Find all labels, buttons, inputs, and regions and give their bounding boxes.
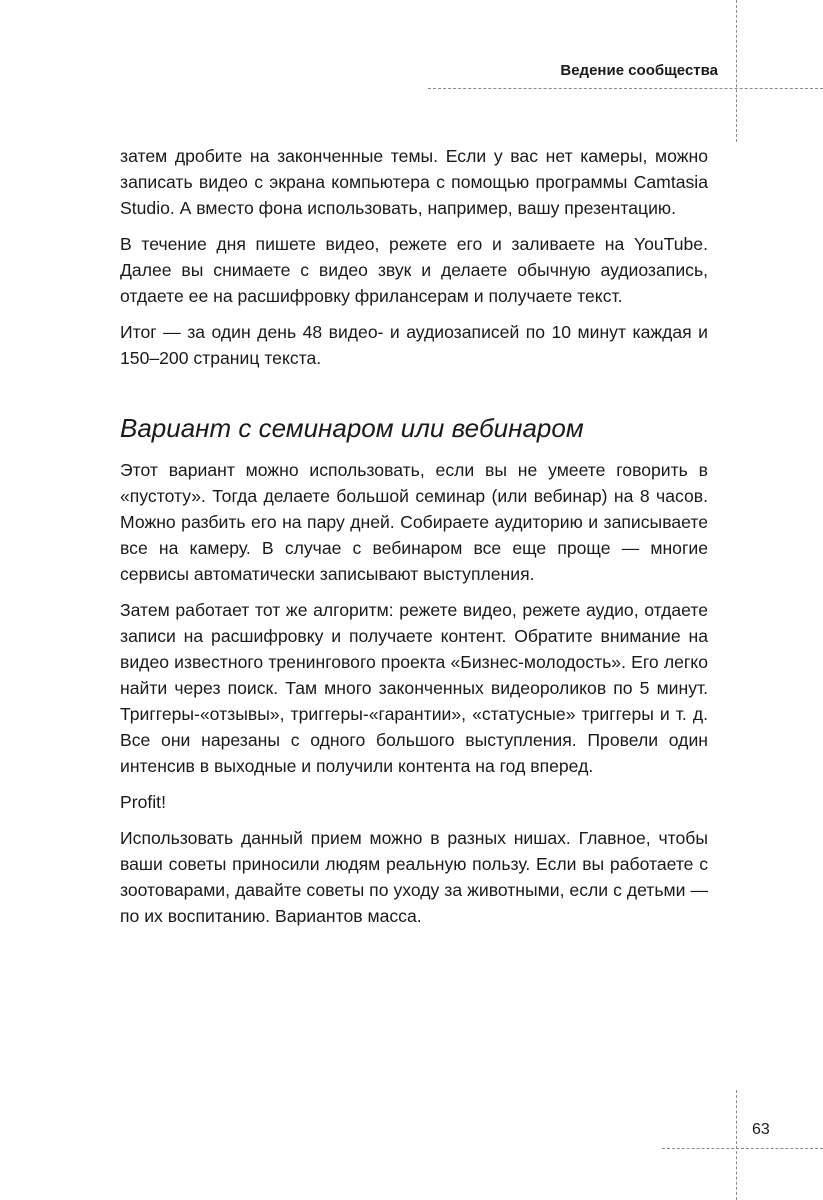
paragraph-6: Profit! <box>120 792 166 812</box>
paragraph-1: затем дробите на законченные темы. Если у вас нет камеры, можно записать видео с экрана компьютера с помощью программы Camtasia Studio. А вместо фона использовать, например, вашу презентацию. <box>120 146 708 218</box>
page-number: 63 <box>752 1121 770 1138</box>
paragraph-2: В течение дня пишете видео, режете его и заливаете на YouTube. Далее вы снимаете с видео звук и делаете обычную аудиозапись, отдаете ее на расшифровку фрилансерам и получаете текст. <box>120 234 708 306</box>
crop-guide-top-vertical <box>736 0 737 142</box>
crop-guide-bottom-vertical <box>736 1090 737 1200</box>
crop-guide-bottom-horizontal <box>662 1148 823 1149</box>
paragraph-7: Использовать данный прием можно в разных нишах. Главное, чтобы ваши советы приносили людям реальную пользу. Если вы работаете с зоотоварами, давайте советы по уходу за животными, если с детьми — по их воспитанию. Вариантов масса. <box>120 828 708 926</box>
running-head-title: Ведение сообщества <box>560 62 718 79</box>
paragraph-3: Итог — за один день 48 видео- и аудиозаписей по 10 минут каждая и 150–200 страниц текста. <box>120 322 708 368</box>
paragraph-5: Затем работает тот же алгоритм: режете видео, режете аудио, отдаете записи на расшифровку и получаете контент. Обратите внимание на видео известного тренингового проекта «Бизнес-молодость». Его легко найти через поиск. Там много законченных видеороликов по 5 минут. Триггеры-«отзывы», триггеры-«гарантии», «статусные» триггеры и т. д. Все они нарезаны с одного большого выступления. Провели один интенсив в выходные и получили контента на год вперед. <box>120 600 708 776</box>
paragraph-4: Этот вариант можно использовать, если вы не умеете говорить в «пустоту». Тогда делаете большой семинар (или вебинар) на 8 часов. Можно разбить его на пару дней. Собираете аудиторию и записываете все на камеру. В случае с вебинаром все еще проще — многие сервисы автоматически записывают выступления. <box>120 460 708 584</box>
section-heading: Вариант с семинаром или вебинаром <box>120 413 584 443</box>
crop-guide-top-horizontal <box>428 88 823 89</box>
page-body <box>120 143 708 939</box>
